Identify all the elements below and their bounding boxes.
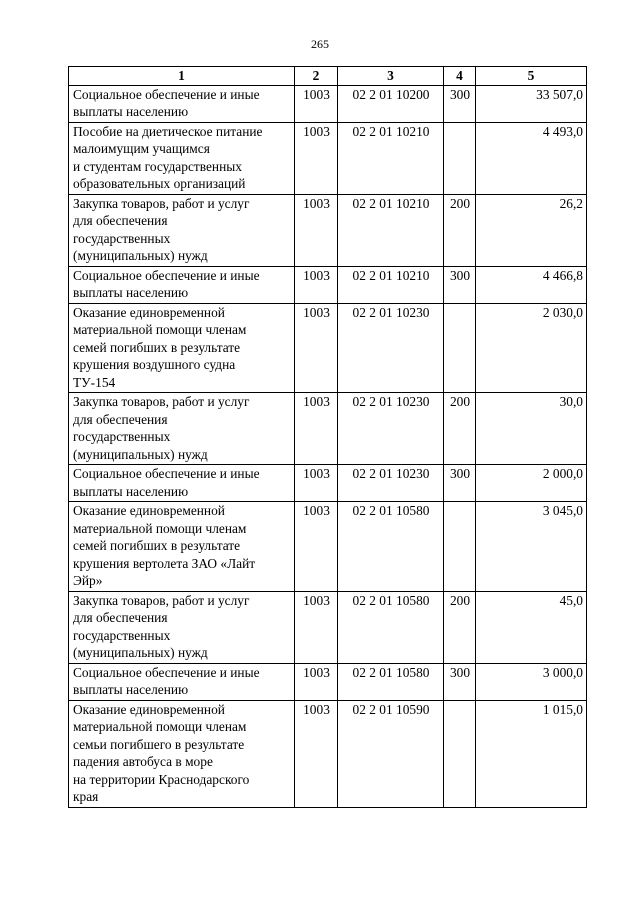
cell-code: 02 2 01 10580: [338, 591, 444, 663]
cell-amount: 4 493,0: [476, 122, 587, 194]
table-body: [69, 85, 587, 807]
column-header-4: 4: [444, 67, 476, 86]
column-header-3: 3: [338, 67, 444, 86]
cell-section: 1003: [295, 303, 338, 393]
cell-amount: 3 000,0: [476, 663, 587, 700]
cell-amount: 45,0: [476, 591, 587, 663]
cell-amount: 3 045,0: [476, 502, 587, 592]
table-row: [69, 266, 587, 303]
cell-code: 02 2 01 10230: [338, 393, 444, 465]
cell-name: Закупка товаров, работ и услуг для обеспечения государственных (муниципальных) нужд: [69, 591, 295, 663]
cell-kind: 300: [444, 663, 476, 700]
cell-name: Социальное обеспечение и иные выплаты населению: [69, 465, 295, 502]
column-header-5: 5: [476, 67, 587, 86]
cell-amount: 33 507,0: [476, 85, 587, 122]
cell-name: Оказание единовременной материальной помощи членам семей погибших в результате крушения воздушного судна ТУ-154: [69, 303, 295, 393]
cell-section: 1003: [295, 393, 338, 465]
cell-kind: 200: [444, 591, 476, 663]
header-row: [69, 67, 587, 86]
cell-kind: 300: [444, 465, 476, 502]
cell-name: Социальное обеспечение и иные выплаты населению: [69, 85, 295, 122]
cell-section: 1003: [295, 663, 338, 700]
cell-code: 02 2 01 10230: [338, 465, 444, 502]
cell-code: 02 2 01 10210: [338, 122, 444, 194]
cell-kind: 300: [444, 266, 476, 303]
cell-section: 1003: [295, 502, 338, 592]
cell-kind: [444, 502, 476, 592]
cell-code: 02 2 01 10230: [338, 303, 444, 393]
cell-kind: [444, 122, 476, 194]
column-header-1: 1: [69, 67, 295, 86]
budget-table: [68, 66, 587, 808]
cell-section: 1003: [295, 194, 338, 266]
table-row: [69, 303, 587, 393]
cell-amount: 2 030,0: [476, 303, 587, 393]
cell-section: 1003: [295, 700, 338, 807]
table-header: [69, 67, 587, 86]
page-number: 265: [311, 37, 329, 51]
cell-name: Оказание единовременной материальной помощи членам семей погибших в результате крушения вертолета ЗАО «Лайт Эйр»: [69, 502, 295, 592]
cell-code: 02 2 01 10210: [338, 194, 444, 266]
cell-name: Закупка товаров, работ и услуг для обеспечения государственных (муниципальных) нужд: [69, 393, 295, 465]
cell-section: 1003: [295, 122, 338, 194]
cell-section: 1003: [295, 85, 338, 122]
table-row: [69, 663, 587, 700]
table-row: [69, 85, 587, 122]
table-row: [69, 700, 587, 807]
cell-amount: 2 000,0: [476, 465, 587, 502]
table-row: [69, 393, 587, 465]
cell-kind: 200: [444, 393, 476, 465]
cell-section: 1003: [295, 266, 338, 303]
cell-name: Оказание единовременной материальной помощи членам семьи погибшего в результате падения автобуса в море на территории Краснодарского края: [69, 700, 295, 807]
table-row: [69, 122, 587, 194]
cell-name: Пособие на диетическое питание малоимущим учащимся и студентам государственных образовательных организаций: [69, 122, 295, 194]
cell-code: 02 2 01 10210: [338, 266, 444, 303]
cell-section: 1003: [295, 591, 338, 663]
cell-code: 02 2 01 10580: [338, 663, 444, 700]
table-row: [69, 502, 587, 592]
cell-kind: [444, 700, 476, 807]
column-header-2: 2: [295, 67, 338, 86]
cell-code: 02 2 01 10200: [338, 85, 444, 122]
table-row: [69, 465, 587, 502]
cell-kind: [444, 303, 476, 393]
table-row: [69, 194, 587, 266]
cell-amount: 30,0: [476, 393, 587, 465]
cell-amount: 1 015,0: [476, 700, 587, 807]
cell-amount: 26,2: [476, 194, 587, 266]
cell-code: 02 2 01 10590: [338, 700, 444, 807]
cell-section: 1003: [295, 465, 338, 502]
cell-name: Социальное обеспечение и иные выплаты населению: [69, 266, 295, 303]
cell-kind: 300: [444, 85, 476, 122]
cell-name: Закупка товаров, работ и услуг для обеспечения государственных (муниципальных) нужд: [69, 194, 295, 266]
table-row: [69, 591, 587, 663]
cell-kind: 200: [444, 194, 476, 266]
cell-code: 02 2 01 10580: [338, 502, 444, 592]
cell-name: Социальное обеспечение и иные выплаты населению: [69, 663, 295, 700]
cell-amount: 4 466,8: [476, 266, 587, 303]
